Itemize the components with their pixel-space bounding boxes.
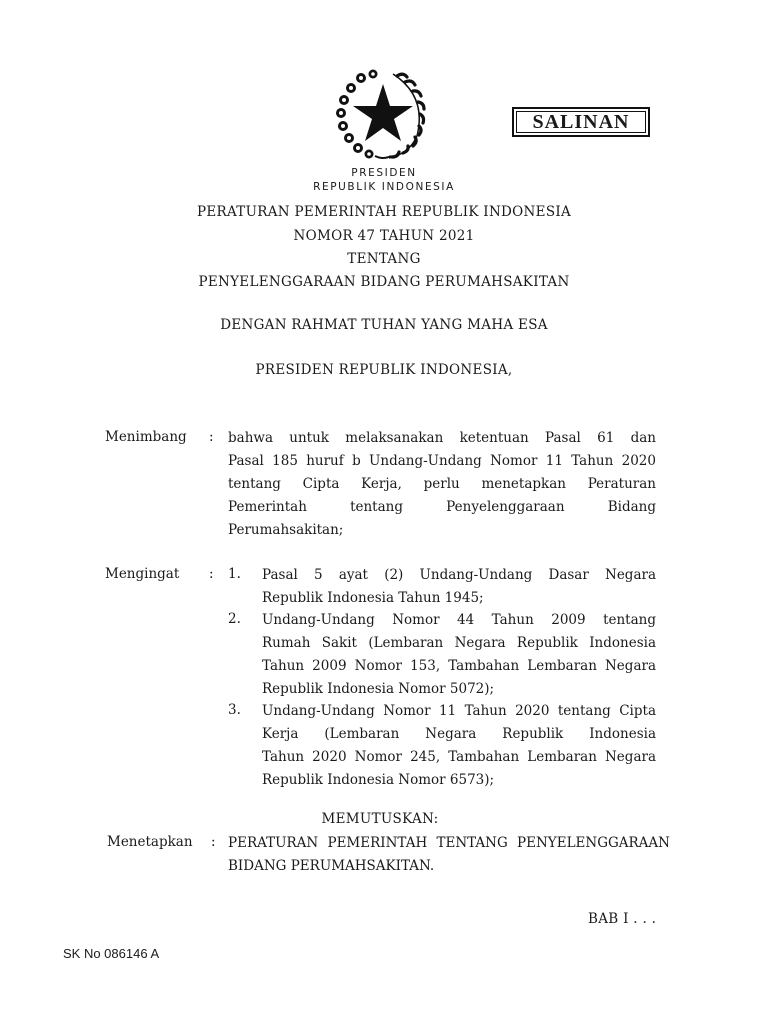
- mengingat-item: [262, 564, 656, 610]
- menimbang-line: tentang Cipta Kerja, perlu menetapkan Peraturan: [228, 476, 656, 492]
- seal-caption-line1: PRESIDEN: [351, 167, 417, 179]
- mengingat-item-line: Undang-Undang Nomor 44 Tahun 2009 tentang: [262, 612, 656, 628]
- mengingat-item-line: Tahun 2020 Nomor 245, Tambahan Lembaran Negara: [262, 749, 656, 765]
- salinan-stamp-label: SALINAN: [532, 110, 630, 133]
- mengingat-item-line: Kerja (Lembaran Negara Republik Indonesia: [262, 726, 656, 742]
- mengingat-colon: :: [209, 566, 214, 582]
- seal-caption-line2: REPUBLIK INDONESIA: [313, 181, 455, 193]
- menetapkan-line: BIDANG PERUMAHSAKITAN.: [228, 858, 435, 874]
- document-about: TENTANG: [347, 251, 421, 267]
- mengingat-item-line: Republik Indonesia Tahun 1945;: [262, 590, 484, 606]
- mengingat-item-line: Rumah Sakit (Lembaran Negara Republik Indonesia: [262, 635, 656, 651]
- document-number: NOMOR 47 TAHUN 2021: [293, 228, 475, 244]
- document-title: PERATURAN PEMERINTAH REPUBLIK INDONESIA: [196, 204, 572, 220]
- menetapkan-colon: :: [211, 834, 216, 850]
- presidential-seal-icon: [331, 66, 435, 162]
- salinan-stamp: [512, 107, 650, 137]
- menetapkan-line: PERATURAN PEMERINTAH TENTANG PENYELENGGARAAN: [228, 835, 670, 851]
- menetapkan-text: [228, 832, 670, 878]
- menimbang-text: [228, 427, 656, 542]
- memutuskan-heading: MEMUTUSKAN:: [321, 811, 439, 827]
- mengingat-item-line: Republik Indonesia Nomor 5072);: [262, 681, 495, 697]
- menetapkan-label: Menetapkan: [107, 834, 193, 850]
- menimbang-line: Pemerintah tentang Penyelenggaraan Bidang: [228, 499, 656, 515]
- mengingat-item-number: 3.: [228, 702, 241, 718]
- menimbang-colon: :: [209, 429, 214, 445]
- next-page-reference: BAB I . . .: [588, 911, 657, 927]
- menimbang-line: Perumahsakitan;: [228, 522, 344, 538]
- mengingat-item-line: Republik Indonesia Nomor 6573);: [262, 772, 495, 788]
- mengingat-item-number: 1.: [228, 566, 241, 582]
- preamble-line1: DENGAN RAHMAT TUHAN YANG MAHA ESA: [220, 317, 548, 333]
- mengingat-item: [262, 700, 656, 792]
- mengingat-label: Mengingat: [105, 566, 180, 582]
- menimbang-line: Pasal 185 huruf b Undang-Undang Nomor 11 Tahun 2020: [228, 453, 656, 469]
- mengingat-item: [262, 609, 656, 701]
- menimbang-line: bahwa untuk melaksanakan ketentuan Pasal 61 dan: [228, 430, 656, 446]
- menimbang-label: Menimbang: [105, 429, 187, 445]
- footer-sk-number: SK No 086146 A: [63, 946, 160, 961]
- mengingat-item-line: Tahun 2009 Nomor 153, Tambahan Lembaran Negara: [262, 658, 656, 674]
- preamble-line2: PRESIDEN REPUBLIK INDONESIA,: [255, 362, 513, 378]
- mengingat-item-line: Pasal 5 ayat (2) Undang-Undang Dasar Negara: [262, 567, 656, 583]
- document-subject: PENYELENGGARAAN BIDANG PERUMAHSAKITAN: [198, 274, 570, 290]
- mengingat-item-line: Undang-Undang Nomor 11 Tahun 2020 tentang Cipta: [262, 703, 656, 719]
- mengingat-item-number: 2.: [228, 611, 241, 627]
